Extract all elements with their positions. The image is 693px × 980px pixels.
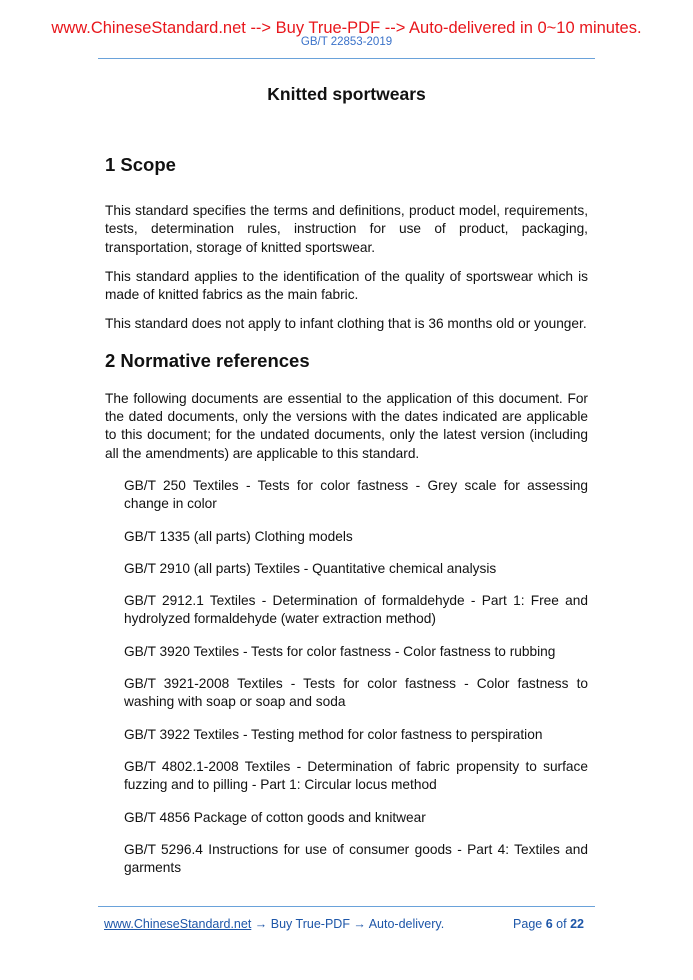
footer-delivery-text: Auto-delivery.: [368, 917, 445, 931]
arrow-icon: →: [251, 917, 271, 931]
scope-paragraph: This standard specifies the terms and definitions, product model, requirements, tests, determination rules, instruction for use of product, packaging, transportation, storage of knitted sportswear.: [105, 203, 588, 255]
reference-item: GB/T 1335 (all parts) Clothing models: [124, 528, 353, 544]
footer-buy-text: Buy True-PDF: [270, 917, 350, 931]
page-current: 6: [545, 917, 553, 931]
page-number: [513, 916, 584, 932]
page-label: Page: [513, 917, 543, 931]
footer-site-link[interactable]: www.ChineseStandard.net: [104, 917, 252, 931]
arrow-icon: →: [349, 917, 369, 931]
promo-banner[interactable]: www.ChineseStandard.net --> Buy True-PDF --> Auto-delivered in 0~10 minutes.: [51, 19, 642, 37]
document-title: Knitted sportwears: [267, 84, 426, 104]
reference-item: GB/T 250 Textiles - Tests for color fastness - Grey scale for assessing change in color: [124, 477, 588, 512]
normative-intro-paragraph: The following documents are essential to the application of this document. For the dated documents, only the versions with the dates indicated are applicable to this document; for the undated documents, only the latest version (including all the amendments) are applicable to this standard.: [105, 390, 588, 461]
footer-promo: [104, 916, 444, 932]
reference-item: GB/T 2910 (all parts) Textiles - Quantitative chemical analysis: [124, 560, 497, 576]
page-total: 22: [570, 917, 584, 931]
page-of-label: of: [556, 917, 567, 931]
reference-item: GB/T 4802.1-2008 Textiles - Determination of fabric propensity to surface fuzzing and to pilling - Part 1: Circular locus method: [124, 758, 588, 793]
document-code: GB/T 22853-2019: [300, 36, 393, 48]
reference-item: GB/T 3920 Textiles - Tests for color fastness - Color fastness to rubbing: [124, 643, 556, 659]
reference-item: GB/T 4856 Package of cotton goods and knitwear: [124, 809, 426, 825]
scope-paragraph: This standard applies to the identification of the quality of sportswear which is made of knitted fabrics as the main fabric.: [105, 268, 588, 303]
document-body: [105, 154, 588, 891]
footer-divider: [98, 906, 595, 907]
section-heading-scope: 1 Scope: [105, 154, 176, 175]
scope-paragraph: This standard does not apply to infant clothing that is 36 months old or younger.: [105, 316, 587, 332]
reference-item: GB/T 2912.1 Textiles - Determination of formaldehyde - Part 1: Free and hydrolyzed formaldehyde (water extraction method): [124, 593, 588, 627]
header-divider: [98, 58, 595, 59]
reference-item: GB/T 3921-2008 Textiles - Tests for color fastness - Color fastness to washing with soap or soap and soda: [124, 676, 588, 710]
reference-item: GB/T 5296.4 Instructions for use of consumer goods - Part 4: Textiles and garments: [124, 841, 588, 876]
reference-item: GB/T 3922 Textiles - Testing method for color fastness to perspiration: [124, 726, 543, 742]
section-heading-normative-references: 2 Normative references: [105, 349, 310, 371]
page-footer: [104, 916, 584, 932]
